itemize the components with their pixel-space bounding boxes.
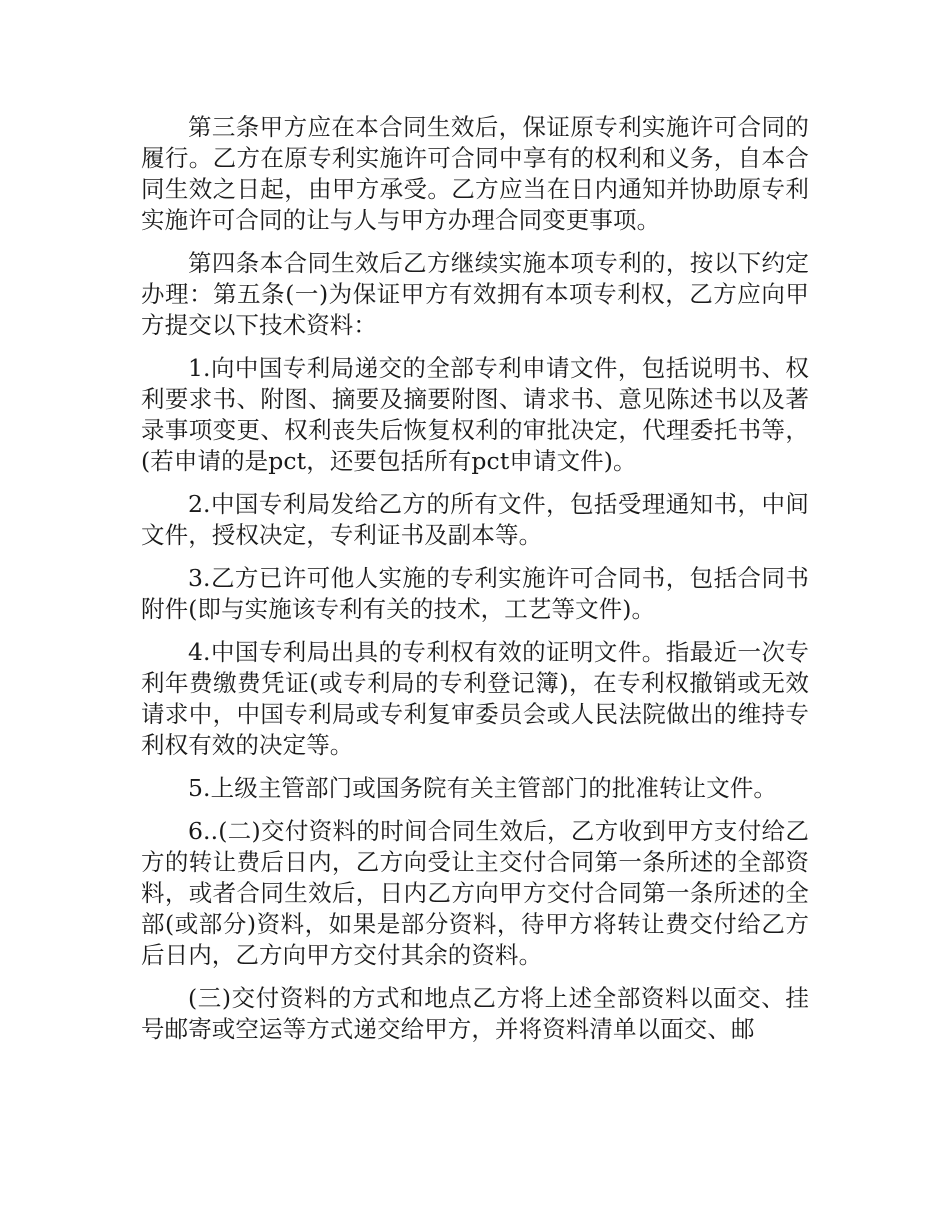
list-item-3: 3.乙方已许可他人实施的专利实施许可合同书，包括合同书附件(即与实施该专利有关的技术，工艺等文件)。 bbox=[141, 564, 809, 623]
list-item-6: 6..(二)交付资料的时间合同生效后，乙方收到甲方支付给乙方的转让费后日内，乙方向受让主交付合同第一条所述的全部资料，或者合同生效后，日内乙方向甲方交付合同第一条所述的全部(或部分)资料，如果是部分资料，待甲方将转让费交付给乙方后日内，乙方向甲方交付其余的资料。 bbox=[141, 817, 809, 969]
paragraph-article-4-5: 第四条本合同生效后乙方继续实施本项专利的，按以下约定办理：第五条(一)为保证甲方有效拥有本项专利权，乙方应向甲方提交以下技术资料： bbox=[141, 249, 809, 339]
list-item-5: 5.上级主管部门或国务院有关主管部门的批准转让文件。 bbox=[188, 774, 778, 802]
list-item-1: 1.向中国专利局递交的全部专利申请文件，包括说明书、权利要求书、附图、摘要及摘要附图、请求书、意见陈述书以及著录事项变更、权利丧失后恢复权利的审批决定，代理委托书等，(若申请的是pct，还要包括所有pct申请文件)。 bbox=[141, 354, 809, 475]
paragraph-article-3: 第三条甲方应在本合同生效后，保证原专利实施许可合同的履行。乙方在原专利实施许可合同中享有的权利和义务，自本合同生效之日起，由甲方承受。乙方应当在日内通知并协助原专利实施许可合同的让与人与甲方办理合同变更事项。 bbox=[141, 113, 809, 234]
document-page bbox=[141, 112, 809, 1057]
list-item-2: 2.中国专利局发给乙方的所有文件，包括受理通知书，中间文件，授权决定，专利证书及副本等。 bbox=[141, 490, 809, 549]
list-item-4: 4.中国专利局出具的专利权有效的证明文件。指最近一次专利年费缴费凭证(或专利局的专利登记簿)，在专利权撤销或无效请求中，中国专利局或专利复审委员会或人民法院做出的维持专利权有效的决定等。 bbox=[141, 638, 809, 759]
paragraph-section-3: (三)交付资料的方式和地点乙方将上述全部资料以面交、挂号邮寄或空运等方式递交给甲方，并将资料清单以面交、邮 bbox=[141, 984, 809, 1043]
